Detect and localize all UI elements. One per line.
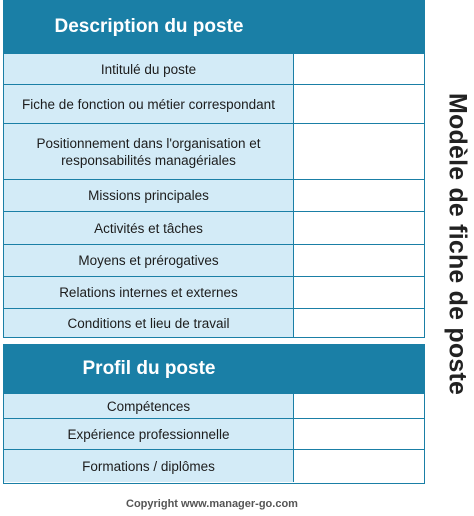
row-value-field[interactable] <box>294 54 424 84</box>
table-row <box>4 211 424 244</box>
row-label: Positionnement dans l'organisation et responsabilités managériales <box>4 124 294 179</box>
row-label: Moyens et prérogatives <box>4 245 294 276</box>
row-value-field[interactable] <box>294 124 424 179</box>
row-value-field[interactable] <box>294 309 424 337</box>
side-title <box>440 88 474 400</box>
section-title: Profil du poste <box>82 358 216 379</box>
table-row <box>4 123 424 179</box>
row-value-field[interactable] <box>294 419 424 449</box>
row-value-field[interactable] <box>294 394 424 418</box>
row-value-field[interactable] <box>294 277 424 308</box>
row-label: Fiche de fonction ou métier correspondant <box>4 85 294 123</box>
table-row <box>4 53 424 84</box>
table-row <box>4 418 424 449</box>
row-label: Conditions et lieu de travail <box>4 309 294 337</box>
row-value-field[interactable] <box>294 450 424 482</box>
table-row <box>4 308 424 337</box>
row-label: Formations / diplômes <box>4 450 294 482</box>
table-row <box>4 244 424 276</box>
row-value-field[interactable] <box>294 180 424 211</box>
section-header-profile <box>4 345 424 393</box>
row-label: Expérience professionnelle <box>4 419 294 449</box>
side-title-text: Modèle de fiche de poste <box>443 92 472 396</box>
section-header-description <box>4 1 424 53</box>
row-label: Intitulé du poste <box>4 54 294 84</box>
row-label: Relations internes et externes <box>4 277 294 308</box>
row-value-field[interactable] <box>294 212 424 244</box>
row-value-field[interactable] <box>294 245 424 276</box>
table-row <box>4 276 424 308</box>
row-label: Missions principales <box>4 180 294 211</box>
table-row <box>4 393 424 418</box>
row-value-field[interactable] <box>294 85 424 123</box>
row-label: Activités et tâches <box>4 212 294 244</box>
copyright-notice: Copyright www.manager-go.com <box>126 498 298 510</box>
table-row <box>4 449 424 482</box>
table-row <box>4 179 424 211</box>
row-label: Compétences <box>4 394 294 418</box>
table-row <box>4 84 424 123</box>
job-profile-table <box>3 344 425 484</box>
job-description-table <box>3 0 425 338</box>
section-title: Description du poste <box>54 16 244 37</box>
